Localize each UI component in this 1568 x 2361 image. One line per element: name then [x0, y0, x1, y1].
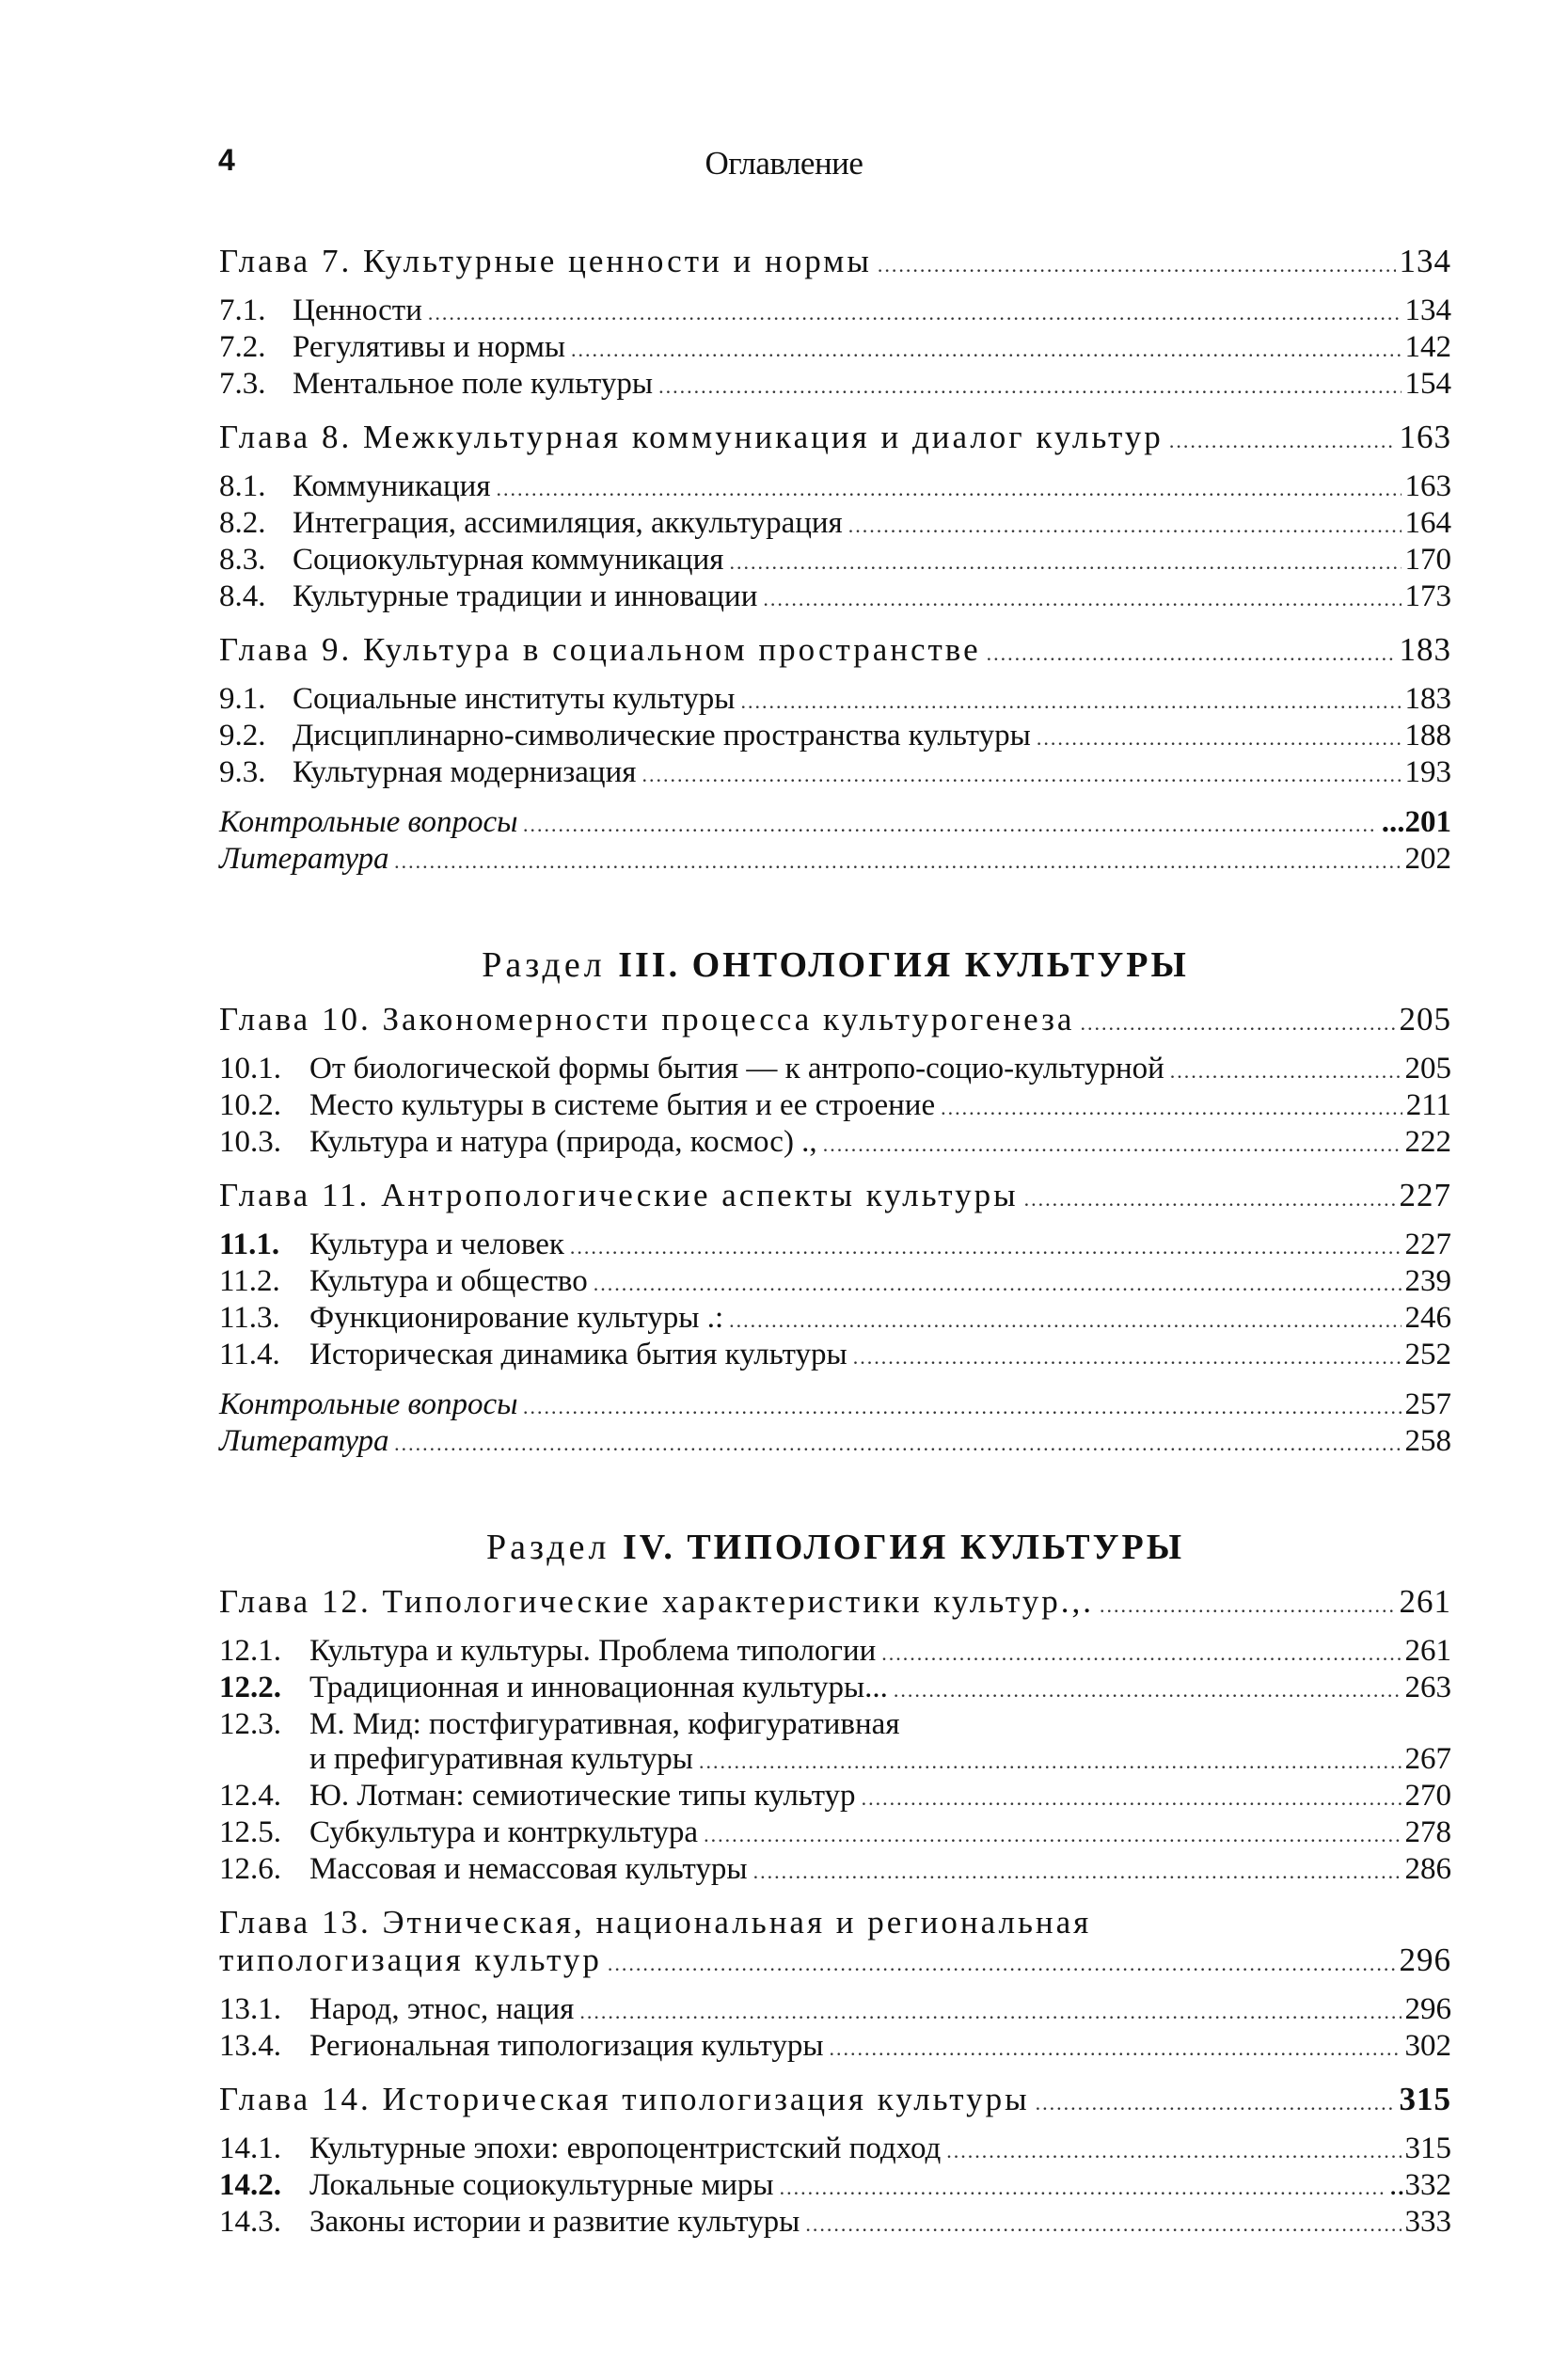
- entry-number: 11.3.: [219, 1301, 280, 1335]
- toc-entry-9-1[interactable]: [219, 682, 1451, 719]
- page-ref: 142: [1404, 330, 1451, 364]
- toc-entry-11-1[interactable]: [219, 1228, 1451, 1264]
- dot-leader: [780, 2170, 1386, 2205]
- dot-leader: [658, 369, 1401, 404]
- entry-title: Социальные институты культуры: [293, 682, 736, 716]
- entry-title: Культурные эпохи: европоцентристский подход: [309, 2131, 942, 2165]
- entry-number: 12.6.: [219, 1852, 281, 1886]
- entry-title: Социокультурная коммуникация: [293, 543, 724, 577]
- entry-title: Культура и человек: [309, 1228, 564, 1261]
- page-ref: 258: [1404, 1424, 1451, 1458]
- chapter-title: Глава 7. Культурные ценности и нормы: [219, 243, 872, 279]
- entry-title: Субкультура и контркультура: [309, 1815, 699, 1849]
- dot-leader: [830, 2031, 1402, 2066]
- entry-title: Культурная модернизация: [293, 755, 637, 789]
- entry-title: Регулятивы и нормы: [293, 330, 566, 364]
- toc-entry-7-2[interactable]: [219, 330, 1451, 367]
- dot-leader: [594, 1266, 1402, 1301]
- dot-leader: [853, 1339, 1402, 1374]
- toc-chapter-14[interactable]: [219, 2081, 1451, 2122]
- toc-entry-12-1[interactable]: [219, 1634, 1451, 1671]
- page-ref: 134: [1404, 293, 1451, 327]
- page-ref: 211: [1405, 1088, 1451, 1122]
- toc-entry-10-1[interactable]: [219, 1052, 1451, 1088]
- section-prefix: Раздел: [485, 1528, 610, 1567]
- toc-entry-11-2[interactable]: [219, 1264, 1451, 1301]
- entry-title: Ценности: [293, 293, 422, 327]
- page-ref: 261: [1404, 1634, 1451, 1668]
- entry-number: 14.3.: [219, 2205, 281, 2239]
- dot-leader: [523, 1389, 1401, 1424]
- page-ref: 205: [1404, 1052, 1451, 1085]
- dot-leader: [740, 684, 1401, 719]
- entry-title: Культура и общество: [309, 1264, 588, 1298]
- page-ref: 263: [1404, 1671, 1451, 1704]
- dot-leader: [941, 1090, 1402, 1125]
- toc-entry-12-2[interactable]: [219, 1671, 1451, 1707]
- toc-chapter-7[interactable]: [219, 243, 1451, 284]
- page-ref: 252: [1404, 1338, 1451, 1371]
- toc-chapter-12[interactable]: [219, 1583, 1451, 1624]
- dot-leader: [1170, 1054, 1402, 1088]
- toc-entry-12-6[interactable]: [219, 1852, 1451, 1889]
- table-of-contents: [219, 243, 1451, 2242]
- page-ref: 315: [1404, 2131, 1451, 2165]
- page-ref: ..332: [1389, 2168, 1451, 2202]
- toc-entry-13-1[interactable]: [219, 1992, 1451, 2029]
- dot-leader: [523, 807, 1377, 842]
- page-ref: 173: [1404, 579, 1451, 613]
- entry-number: 12.5.: [219, 1815, 281, 1849]
- toc-entry-12-3[interactable]: [219, 1707, 1451, 1742]
- page-ref: 154: [1404, 367, 1451, 401]
- dot-leader: [1037, 721, 1402, 755]
- dot-leader: [848, 508, 1402, 543]
- chapter-title: Глава 10. Закономерности процесса культурогенеза: [219, 1001, 1075, 1038]
- section-title: III. ОНТОЛОГИЯ КУЛЬТУРЫ: [618, 945, 1189, 985]
- chapter-title: Глава 14. Историческая типологизация культуры: [219, 2081, 1030, 2117]
- entry-title: Дисциплинарно-символические пространства культуры: [293, 719, 1031, 753]
- toc-entry-9-3[interactable]: [219, 755, 1451, 792]
- dot-leader: [763, 581, 1401, 616]
- page-ref: 163: [1404, 469, 1451, 503]
- page-ref: 315: [1399, 2081, 1451, 2117]
- entry-title: Ю. Лотман: семиотические типы культур: [309, 1779, 856, 1813]
- page-ref: 257: [1404, 1387, 1451, 1421]
- toc-entry-8-3[interactable]: [219, 543, 1451, 579]
- dot-leader: [1169, 422, 1396, 460]
- toc-entry-14-3[interactable]: [219, 2205, 1451, 2242]
- toc-entry-11-4[interactable]: [219, 1338, 1451, 1374]
- dot-leader: [570, 1229, 1402, 1264]
- entry-title: Интеграция, ассимиляция, аккультурация: [293, 506, 843, 540]
- section-title: IV. ТИПОЛОГИЯ КУЛЬТУРЫ: [622, 1528, 1185, 1567]
- entry-number: 7.3.: [219, 367, 266, 401]
- dot-leader: [894, 1672, 1402, 1707]
- page-ref: 261: [1399, 1583, 1451, 1620]
- entry-title: Культура и натура (природа, космос) .,: [309, 1125, 817, 1159]
- toc-entry-12-3-cont[interactable]: [219, 1742, 1451, 1779]
- dot-leader: [497, 471, 1402, 506]
- entry-number: 8.1.: [219, 469, 266, 503]
- page-ref: 302: [1404, 2029, 1451, 2063]
- page-ref: 333: [1404, 2205, 1451, 2239]
- entry-number: 14.1.: [219, 2131, 281, 2165]
- toc-entry-12-4[interactable]: [219, 1779, 1451, 1815]
- entry-title-continued: и префигуративная культуры: [309, 1742, 693, 1776]
- dot-leader: [729, 1303, 1401, 1338]
- entry-title: Массовая и немассовая культуры: [309, 1852, 748, 1886]
- page-ref: 270: [1404, 1779, 1451, 1813]
- entry-title: Контрольные вопросы: [219, 805, 518, 839]
- entry-number: 11.1.: [219, 1228, 280, 1261]
- toc-entry-8-2[interactable]: [219, 506, 1451, 543]
- toc-entry-14-2[interactable]: [219, 2168, 1451, 2205]
- page-ref: 170: [1404, 543, 1451, 577]
- page-ref: 296: [1404, 1992, 1451, 2026]
- dot-leader: [395, 844, 1402, 879]
- dot-leader: [753, 1854, 1402, 1889]
- entry-title: Место культуры в системе бытия и ее строение: [309, 1088, 936, 1122]
- entry-title: Культура и культуры. Проблема типологии: [309, 1634, 877, 1668]
- toc-entry-10-2[interactable]: [219, 1088, 1451, 1125]
- toc-entry-8-4[interactable]: [219, 579, 1451, 616]
- dot-leader: [699, 1744, 1402, 1779]
- toc-entry-7-1[interactable]: [219, 293, 1451, 330]
- section-prefix: Раздел: [482, 945, 606, 985]
- toc-entry-9-2[interactable]: [219, 719, 1451, 755]
- page-ref: 239: [1404, 1264, 1451, 1298]
- section-heading-3: [219, 944, 1451, 986]
- toc-chapter-11[interactable]: [219, 1177, 1451, 1218]
- entry-title: М. Мид: постфигуративная, кофигуративная: [309, 1707, 900, 1741]
- toc-entry-10-3[interactable]: [219, 1125, 1451, 1162]
- page-ref: 134: [1399, 243, 1451, 279]
- entry-number: 14.2.: [219, 2168, 281, 2202]
- dot-leader: [571, 332, 1401, 367]
- page-ref: 183: [1404, 682, 1451, 716]
- chapter-title: Глава 11. Антропологические аспекты культуры: [219, 1177, 1019, 1213]
- toc-control-questions[interactable]: [219, 1387, 1451, 1424]
- page-ref: 227: [1399, 1177, 1451, 1213]
- dot-leader: [1100, 1587, 1396, 1624]
- dot-leader: [608, 1945, 1396, 1983]
- toc-entry-11-3[interactable]: [219, 1301, 1451, 1338]
- chapter-title: Глава 9. Культура в социальном пространстве: [219, 631, 981, 668]
- chapter-title-continued: типологизация культур: [219, 1941, 602, 1978]
- toc-chapter-9[interactable]: [219, 631, 1451, 673]
- toc-entry-7-3[interactable]: [219, 367, 1451, 404]
- entry-number: 9.3.: [219, 755, 266, 789]
- page-ref: 227: [1404, 1228, 1451, 1261]
- entry-title: Контрольные вопросы: [219, 1387, 518, 1421]
- dot-leader: [579, 1994, 1401, 2029]
- section-heading-4: [219, 1527, 1451, 1568]
- dot-leader: [878, 246, 1396, 284]
- page-ref: ...201: [1381, 805, 1451, 839]
- entry-number: 13.1.: [219, 1992, 281, 2026]
- chapter-title: Глава 12. Типологические характеристики культур.,.: [219, 1583, 1094, 1620]
- entry-number: 10.3.: [219, 1125, 281, 1159]
- chapter-title: Глава 8. Межкультурная коммуникация и диалог культур: [219, 419, 1164, 455]
- page-ref: 163: [1399, 419, 1451, 455]
- entry-number: 8.2.: [219, 506, 266, 540]
- entry-number: 10.2.: [219, 1088, 281, 1122]
- dot-leader: [862, 1781, 1402, 1815]
- page-ref: 205: [1399, 1001, 1451, 1038]
- toc-control-questions[interactable]: [219, 805, 1451, 842]
- toc-literature[interactable]: [219, 1424, 1451, 1461]
- entry-title: Коммуникация: [293, 469, 491, 503]
- toc-entry-13-4[interactable]: [219, 2029, 1451, 2066]
- dot-leader: [805, 2207, 1401, 2242]
- page-ref: 296: [1399, 1941, 1451, 1978]
- entry-number: 10.1.: [219, 1052, 281, 1085]
- chapter-title: Глава 13. Этническая, национальная и региональная: [219, 1904, 1092, 1941]
- entry-number: 12.1.: [219, 1634, 281, 1668]
- dot-leader: [1024, 1180, 1396, 1218]
- page-ref: 202: [1404, 842, 1451, 876]
- entry-number: 7.1.: [219, 293, 266, 327]
- entry-title: Историческая динамика бытия культуры: [309, 1338, 847, 1371]
- dot-leader: [428, 295, 1402, 330]
- toc-entry-12-5[interactable]: [219, 1815, 1451, 1852]
- dot-leader: [641, 757, 1401, 792]
- entry-number: 11.4.: [219, 1338, 280, 1371]
- page-ref: 267: [1404, 1742, 1451, 1776]
- entry-number: 12.2.: [219, 1671, 281, 1704]
- entry-title: Законы истории и развитие культуры: [309, 2205, 800, 2239]
- dot-leader: [823, 1127, 1402, 1162]
- toc-chapter-10[interactable]: [219, 1001, 1451, 1042]
- dot-leader: [395, 1426, 1402, 1461]
- toc-chapter-13-line2[interactable]: [219, 1941, 1451, 1983]
- entry-number: 8.4.: [219, 579, 266, 613]
- dot-leader: [946, 2133, 1401, 2168]
- entry-title: Народ, этнос, нация: [309, 1992, 575, 2026]
- page-ref: 222: [1404, 1125, 1451, 1159]
- entry-title: Литература: [219, 842, 389, 876]
- page-number: 4: [218, 143, 235, 177]
- entry-title: Культурные традиции и инновации: [293, 579, 758, 613]
- entry-title: Ментальное поле культуры: [293, 367, 654, 401]
- running-head: Оглавление: [705, 145, 863, 182]
- entry-number: 12.4.: [219, 1779, 281, 1813]
- page-ref: 188: [1404, 719, 1451, 753]
- toc-entry-14-1[interactable]: [219, 2131, 1451, 2168]
- dot-leader: [881, 1636, 1401, 1671]
- page-ref: 183: [1399, 631, 1451, 668]
- entry-number: 9.2.: [219, 719, 266, 753]
- entry-number: 8.3.: [219, 543, 266, 577]
- entry-number: 9.1.: [219, 682, 266, 716]
- dot-leader: [1036, 2084, 1396, 2122]
- entry-title: Региональная типологизация культуры: [309, 2029, 824, 2063]
- entry-title: Литература: [219, 1424, 389, 1458]
- entry-title: Функционирование культуры .:: [309, 1301, 724, 1335]
- entry-title: Традиционная и инновационная культуры...: [309, 1671, 888, 1704]
- dot-leader: [704, 1817, 1401, 1852]
- entry-title: От биологической формы бытия — к антропо-социо-культурной: [309, 1052, 1164, 1085]
- entry-title: Локальные социокультурные миры: [309, 2168, 774, 2202]
- dot-leader: [1080, 1005, 1395, 1042]
- entry-number: 11.2.: [219, 1264, 280, 1298]
- dot-leader: [729, 545, 1401, 579]
- page-ref: 193: [1404, 755, 1451, 789]
- page-ref: 278: [1404, 1815, 1451, 1849]
- entry-number: 13.4.: [219, 2029, 281, 2063]
- toc-literature[interactable]: [219, 842, 1451, 879]
- entry-number: 7.2.: [219, 330, 266, 364]
- toc-entry-8-1[interactable]: [219, 469, 1451, 506]
- entry-number: 12.3.: [219, 1707, 281, 1741]
- page-ref: 164: [1404, 506, 1451, 540]
- page-ref: 286: [1404, 1852, 1451, 1886]
- page-ref: 246: [1404, 1301, 1451, 1335]
- dot-leader: [987, 635, 1396, 673]
- toc-chapter-8[interactable]: [219, 419, 1451, 460]
- toc-chapter-13-line1[interactable]: [219, 1904, 1451, 1941]
